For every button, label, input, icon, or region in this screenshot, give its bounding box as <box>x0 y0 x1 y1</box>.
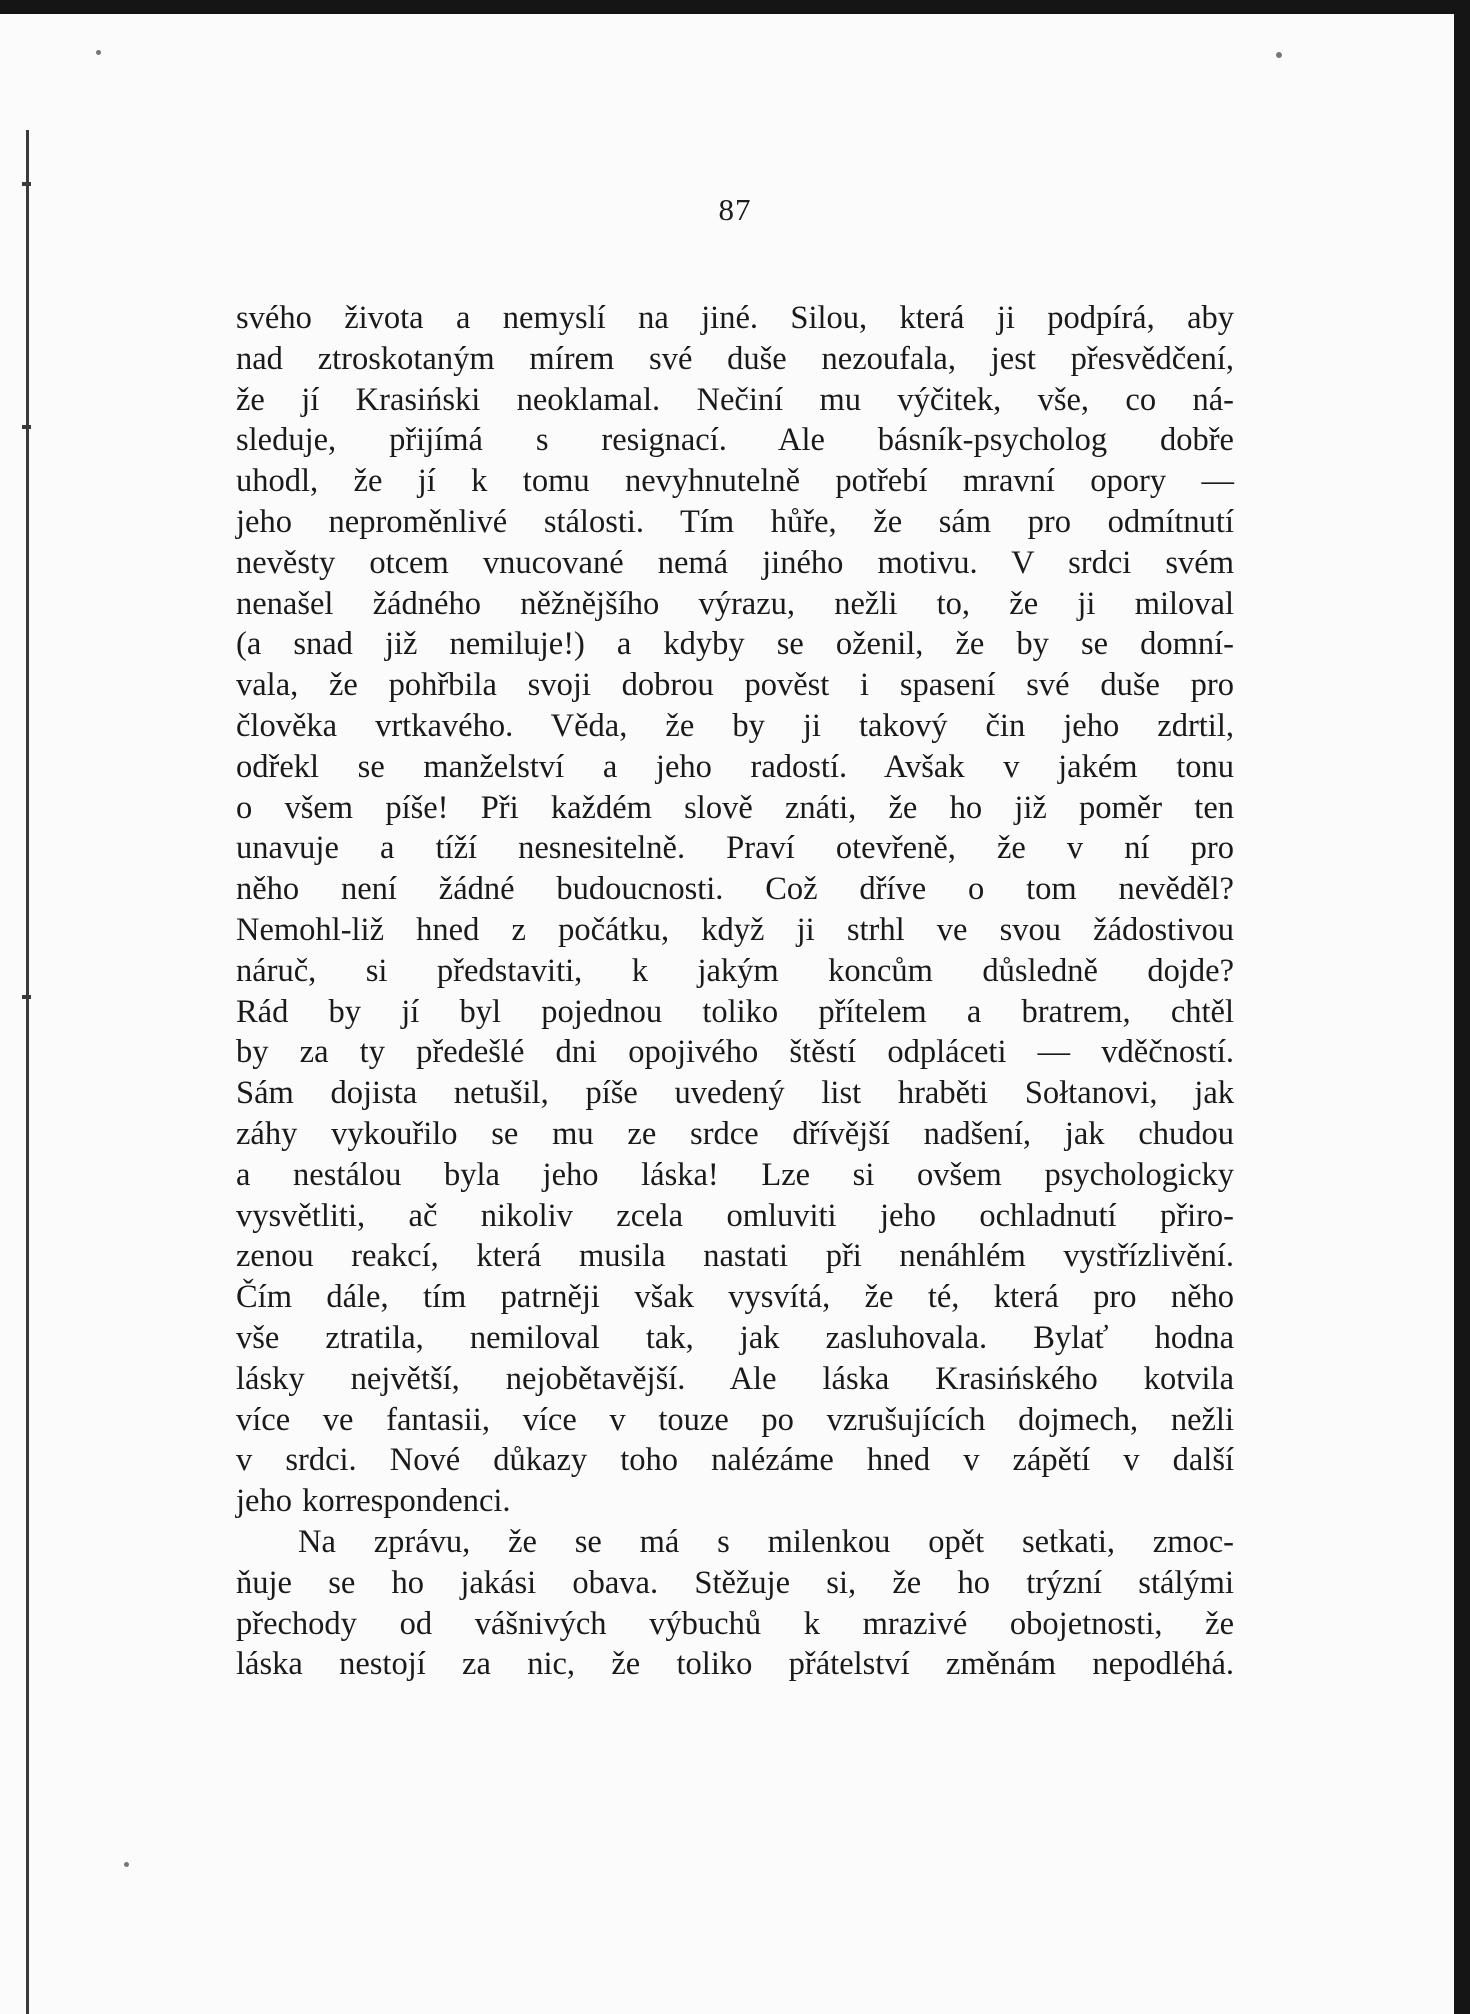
text-line: něho není žádné budoucnosti. Což dříve o tom nevěděl? <box>236 871 1234 908</box>
text-line: Čím dále, tím patrněji však vysvítá, že té, která pro něho <box>236 1279 1234 1316</box>
text-line: (a snad již nemiluje!) a kdyby se oženil, že by se domní- <box>236 626 1234 663</box>
scan-speck <box>96 50 101 55</box>
text-line: sleduje, přijímá s resignací. Ale básník-psycholog dobře <box>236 422 1234 459</box>
scan-border-tick <box>22 182 31 186</box>
text-line: nenašel žádného něžnějšího výrazu, nežli to, že ji miloval <box>236 585 1234 622</box>
text-line: náruč, si představiti, k jakým koncům důsledně dojde? <box>236 952 1234 989</box>
text-line: že jí Krasiński neoklamal. Nečiní mu výčitek, vše, co ná- <box>236 381 1234 418</box>
scan-border-top <box>0 0 1470 14</box>
text-line: jeho neproměnlivé stálosti. Tím hůře, že sám pro odmítnutí <box>236 503 1234 540</box>
scan-border-tick <box>22 425 31 429</box>
scan-border-tick <box>22 995 31 999</box>
text-line: vysvětliti, ač nikoliv zcela omluviti jeho ochladnutí přiro- <box>236 1197 1234 1234</box>
text-line: unavuje a tíží nesnesitelně. Praví otevřeně, že v ní pro <box>236 830 1234 867</box>
text-line-paragraph-end: jeho korrespondenci. <box>236 1483 511 1520</box>
text-line: nad ztroskotaným mírem své duše nezoufala, jest přesvědčení, <box>236 340 1234 377</box>
text-line: zenou reakcí, která musila nastati při nenáhlém vystřízlivění. <box>236 1238 1234 1275</box>
text-line: svého života a nemyslí na jiné. Silou, která ji podpírá, aby <box>236 300 1234 336</box>
text-line: Sám dojista netušil, píše uvedený list hraběti Sołtanovi, jak <box>236 1075 1234 1112</box>
text-line: a nestálou byla jeho láska! Lze si ovšem psychologicky <box>236 1156 1234 1193</box>
text-line: láska nestojí za nic, že toliko přátelství změnám nepodléhá. <box>236 1646 1234 1683</box>
text-line-paragraph-start: Na zprávu, že se má s milenkou opět setkati, zmoc- <box>298 1523 1234 1560</box>
text-line: přechody od vášnivých výbuchů k mrazivé obojetnosti, že <box>236 1605 1234 1642</box>
text-line: Rád by jí byl pojednou toliko přítelem a bratrem, chtěl <box>236 993 1234 1030</box>
scan-speck <box>1276 52 1282 58</box>
text-line: odřekl se manželství a jeho radostí. Avšak v jakém tonu <box>236 748 1234 785</box>
text-line: vše ztratila, nemiloval tak, jak zasluhovala. Bylať hodna <box>236 1319 1234 1356</box>
text-line: uhodl, že jí k tomu nevyhnutelně potřebí mravní opory — <box>236 463 1234 500</box>
scan-speck <box>124 1862 129 1867</box>
text-line: záhy vykouřilo se mu ze srdce dřívější nadšení, jak chudou <box>236 1115 1234 1152</box>
text-line: Nemohl-liž hned z počátku, když ji strhl ve svou žádostivou <box>236 911 1234 948</box>
text-line: člověka vrtkavého. Věda, že by ji takový čin jeho zdrtil, <box>236 707 1234 744</box>
text-line: by za ty předešlé dni opojivého štěstí odpláceti — vděčností. <box>236 1034 1234 1071</box>
text-line: více ve fantasii, více v touze po vzrušujících dojmech, nežli <box>236 1401 1234 1438</box>
scan-border-left <box>26 130 29 2014</box>
text-line: v srdci. Nové důkazy toho nalézáme hned v zápětí v další <box>236 1442 1234 1479</box>
page-number: 87 <box>718 192 752 227</box>
text-line: o všem píše! Při každém slově znáti, že ho již poměr ten <box>236 789 1234 826</box>
text-line: nevěsty otcem vnucované nemá jiného motivu. V srdci svém <box>236 544 1234 581</box>
text-line: vala, že pohřbila svoji dobrou pověst i spasení své duše pro <box>236 667 1234 704</box>
body-text <box>236 298 1234 1685</box>
text-line: lásky největší, nejobětavější. Ale láska Krasińského kotvila <box>236 1360 1234 1397</box>
text-line: ňuje se ho jakási obava. Stěžuje si, že ho trýzní stálými <box>236 1564 1234 1601</box>
scan-border-right <box>1454 0 1470 2014</box>
